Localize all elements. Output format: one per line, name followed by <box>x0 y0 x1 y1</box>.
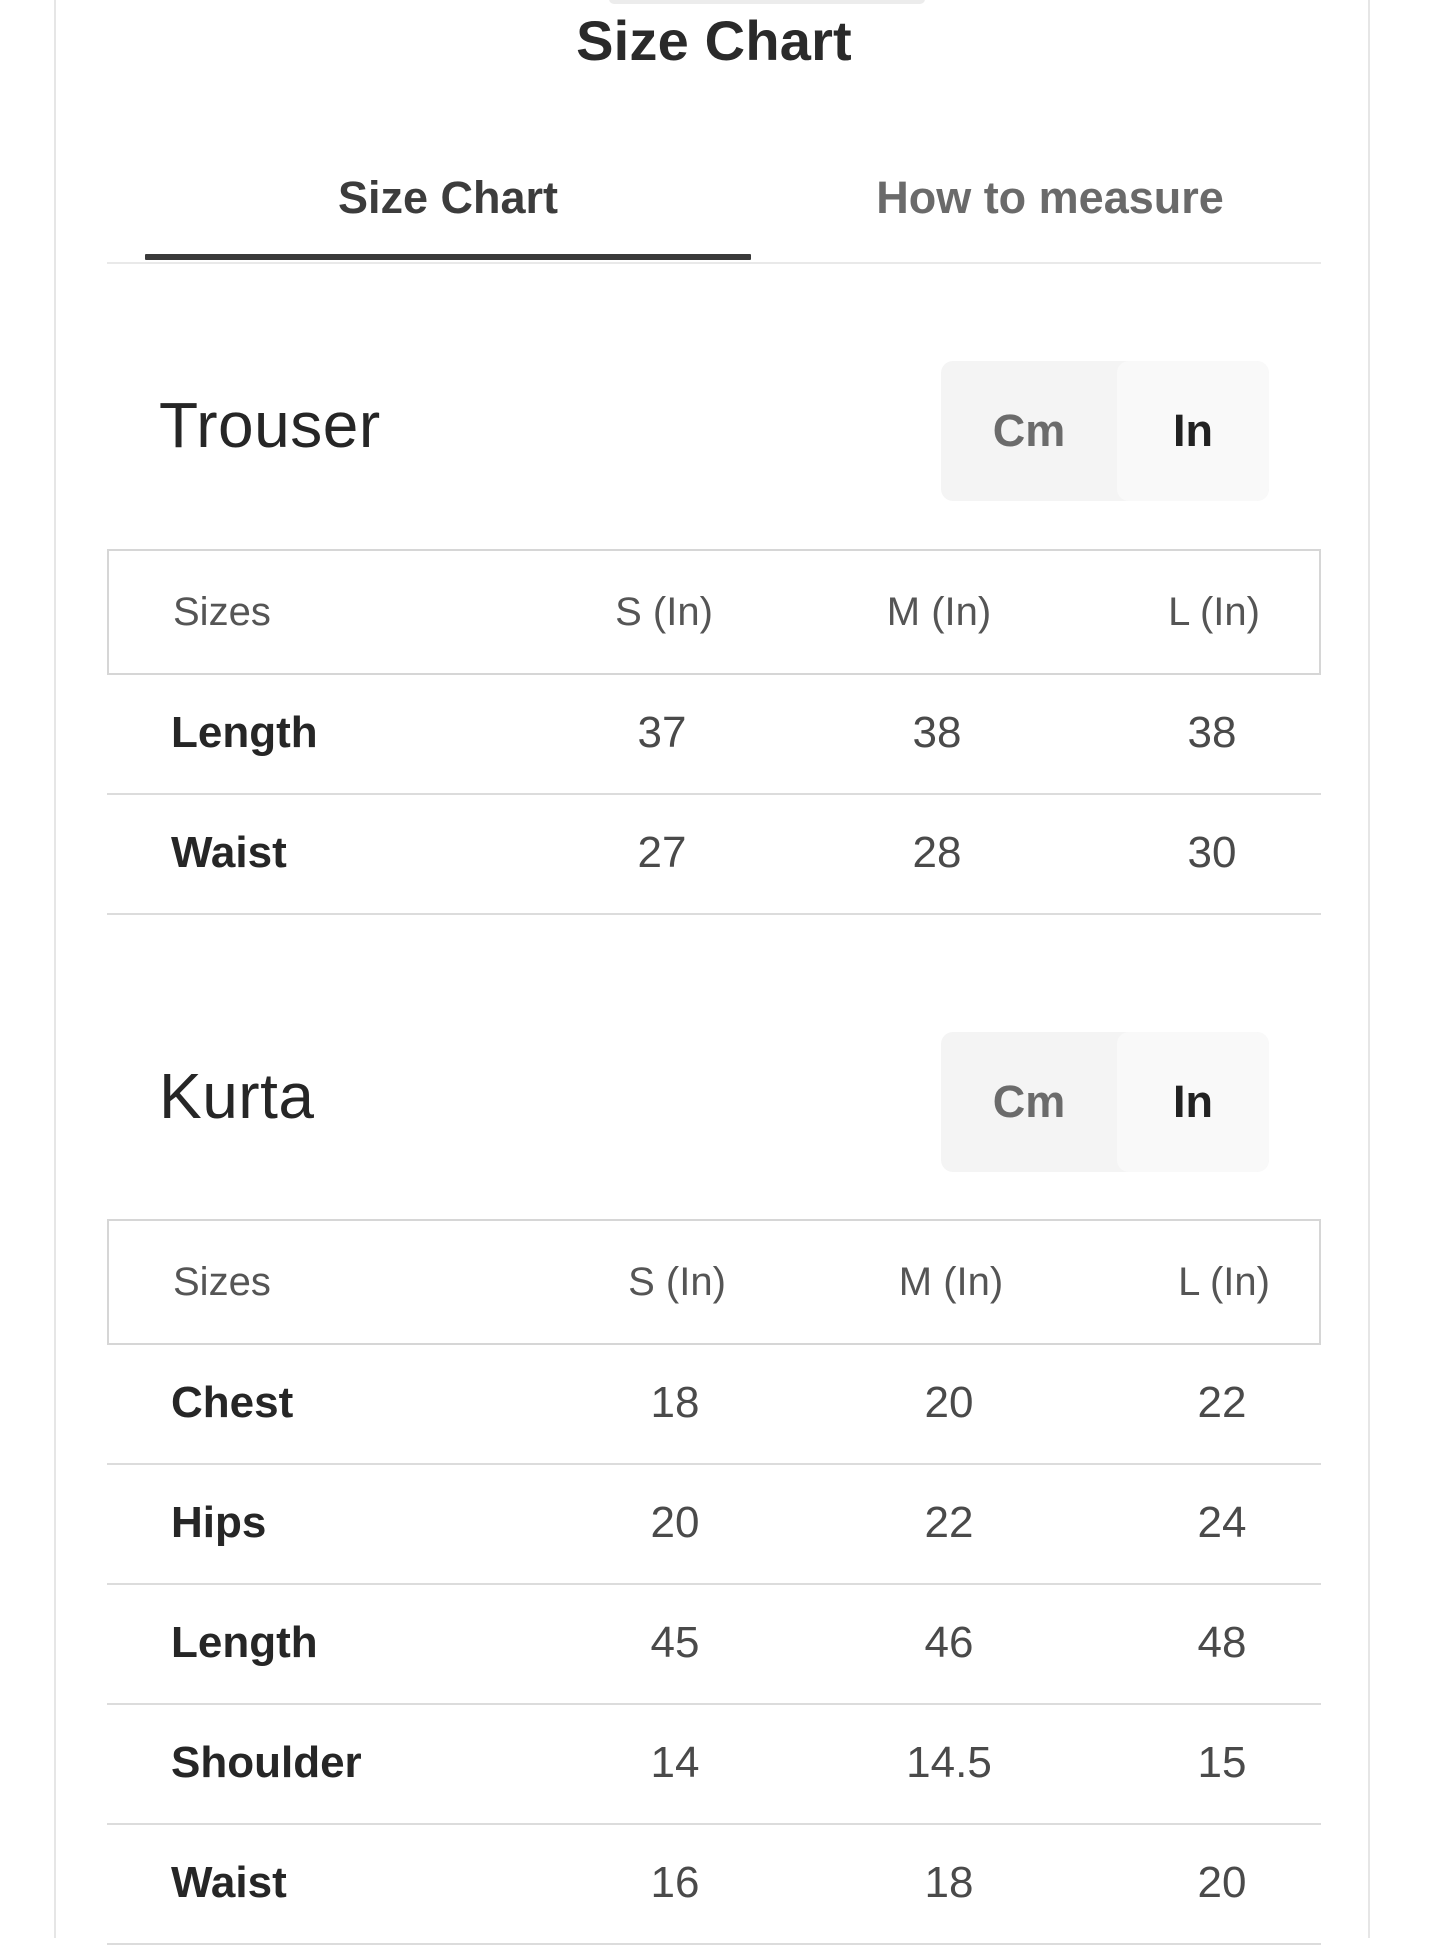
column-header-s: S (In) <box>615 590 713 634</box>
tab-bar <box>107 138 1321 264</box>
row-label: Hips <box>171 1498 267 1547</box>
column-header-l: L (In) <box>1178 1260 1270 1304</box>
size-chart-sheet <box>54 0 1370 1938</box>
cell-m: 20 <box>924 1378 974 1427</box>
column-header-sizes: Sizes <box>173 590 271 634</box>
unit-option-cm[interactable]: Cm <box>992 405 1066 456</box>
column-header-m: M (In) <box>886 590 992 634</box>
column-header-l: L (In) <box>1168 590 1260 634</box>
size-table-trouser <box>107 549 1321 915</box>
page-title: Size Chart <box>576 9 852 72</box>
cell-s: 37 <box>637 708 687 757</box>
cell-m: 18 <box>924 1858 974 1907</box>
table-header <box>107 549 1321 675</box>
cell-l: 20 <box>1197 1858 1247 1907</box>
cell-l: 30 <box>1187 828 1237 877</box>
column-header-s: S (In) <box>628 1260 726 1304</box>
table-row <box>107 1705 1321 1825</box>
cell-s: 16 <box>650 1858 700 1907</box>
row-label: Length <box>171 1618 318 1667</box>
column-header-m: M (In) <box>898 1260 1004 1304</box>
active-tab-indicator <box>145 254 751 260</box>
unit-toggle-trouser <box>941 361 1269 501</box>
cell-l: 38 <box>1187 708 1237 757</box>
cell-l: 48 <box>1197 1618 1247 1667</box>
row-label: Chest <box>171 1378 294 1427</box>
table-row <box>107 1345 1321 1465</box>
size-table-kurta <box>107 1219 1321 1945</box>
column-header-sizes: Sizes <box>173 1260 271 1304</box>
cell-m: 14.5 <box>906 1738 992 1787</box>
row-label: Waist <box>171 828 287 877</box>
cell-l: 15 <box>1197 1738 1247 1787</box>
section-title-trouser: Trouser <box>159 389 381 461</box>
cell-l: 22 <box>1197 1378 1247 1427</box>
unit-option-in[interactable]: In <box>1117 361 1269 501</box>
cell-l: 24 <box>1197 1498 1247 1547</box>
tab-size-chart[interactable]: Size Chart <box>337 172 559 223</box>
unit-toggle-kurta <box>941 1032 1269 1172</box>
table-row <box>107 1825 1321 1945</box>
table-row <box>107 1465 1321 1585</box>
cell-m: 22 <box>924 1498 974 1547</box>
table-header <box>107 1219 1321 1345</box>
cell-s: 27 <box>637 828 687 877</box>
cell-m: 28 <box>912 828 962 877</box>
row-label: Length <box>171 708 318 757</box>
row-label: Waist <box>171 1858 287 1907</box>
tab-how-to-measure[interactable]: How to measure <box>876 172 1224 223</box>
table-row <box>107 1585 1321 1705</box>
cell-m: 38 <box>912 708 962 757</box>
row-label: Shoulder <box>171 1738 362 1787</box>
cell-s: 45 <box>650 1618 700 1667</box>
cell-s: 14 <box>650 1738 700 1787</box>
cell-m: 46 <box>924 1618 974 1667</box>
section-title-kurta: Kurta <box>159 1060 315 1132</box>
cell-s: 18 <box>650 1378 700 1427</box>
table-row <box>107 675 1321 795</box>
cell-s: 20 <box>650 1498 700 1547</box>
unit-option-in[interactable]: In <box>1117 1032 1269 1172</box>
unit-option-cm[interactable]: Cm <box>992 1076 1066 1127</box>
drag-handle[interactable] <box>609 0 925 4</box>
table-row <box>107 795 1321 915</box>
